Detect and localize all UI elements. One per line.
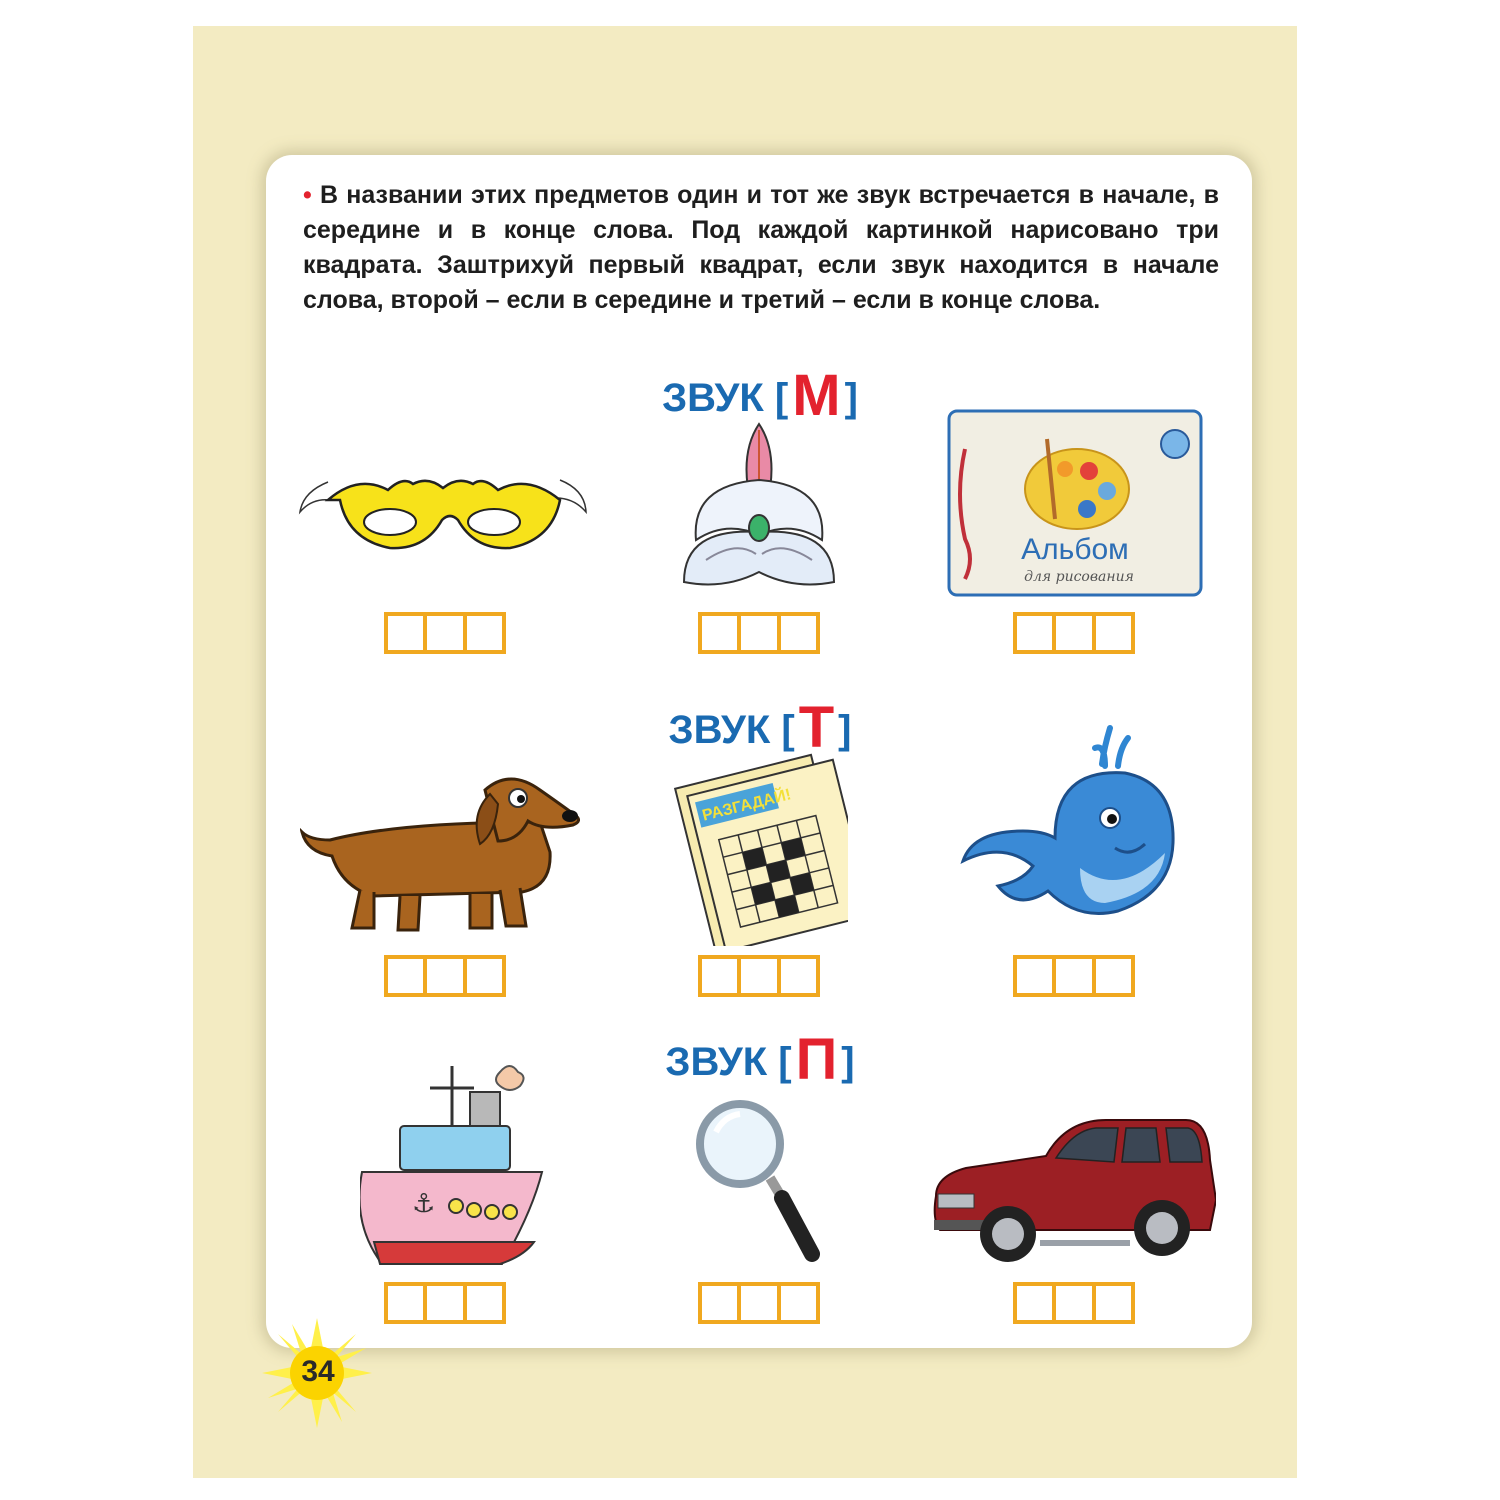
answer-box-end[interactable] xyxy=(463,612,506,654)
answer-box-start[interactable] xyxy=(1013,1282,1056,1324)
mask-icon xyxy=(298,462,588,562)
answer-box-start[interactable] xyxy=(698,1282,741,1324)
sound-letter: Т xyxy=(798,695,835,760)
sound-heading-p xyxy=(600,1026,920,1093)
heading-label: ЗВУК xyxy=(662,376,764,420)
answer-box-middle[interactable] xyxy=(423,955,466,997)
answer-boxes xyxy=(698,612,820,654)
answer-boxes xyxy=(1013,955,1135,997)
close-bracket: ] xyxy=(844,376,858,420)
answer-boxes xyxy=(384,612,506,654)
sound-letter: П xyxy=(795,1027,838,1092)
answer-box-middle[interactable] xyxy=(737,612,780,654)
answer-box-end[interactable] xyxy=(1092,1282,1135,1324)
answer-box-end[interactable] xyxy=(777,1282,820,1324)
open-bracket: [ xyxy=(778,1040,792,1084)
heading-label: ЗВУК xyxy=(668,708,771,752)
answer-boxes xyxy=(384,1282,506,1324)
dachshund-icon xyxy=(300,770,580,940)
answer-box-middle[interactable] xyxy=(423,612,466,654)
answer-box-end[interactable] xyxy=(1092,612,1135,654)
drawing-album-icon xyxy=(947,409,1203,597)
page-number: 34 xyxy=(301,1355,335,1388)
turban-icon xyxy=(676,420,842,596)
suv-car-icon xyxy=(930,1116,1216,1266)
answer-boxes xyxy=(384,955,506,997)
answer-boxes xyxy=(698,955,820,997)
answer-box-start[interactable] xyxy=(384,612,427,654)
answer-box-end[interactable] xyxy=(463,955,506,997)
answer-box-start[interactable] xyxy=(384,955,427,997)
album-subtitle: для рисования xyxy=(1024,569,1134,585)
answer-box-end[interactable] xyxy=(463,1282,506,1324)
close-bracket: ] xyxy=(841,1040,855,1084)
answer-box-start[interactable] xyxy=(1013,612,1056,654)
answer-box-middle[interactable] xyxy=(737,1282,780,1324)
magnifying-glass-icon xyxy=(694,1098,820,1264)
answer-box-middle[interactable] xyxy=(737,955,780,997)
bullet-icon: • xyxy=(303,181,312,209)
steamship-icon xyxy=(360,1062,544,1270)
answer-box-start[interactable] xyxy=(698,955,741,997)
answer-boxes xyxy=(1013,612,1135,654)
svg-text:⚓: ⚓ xyxy=(412,1189,436,1219)
instructions-text: В названии этих предметов один и тот же звук встречается в начале, в середине и в конце слова. Под каждой картинкой нарисовано три квадрата. Заштрихуй первый квадрат, если звук находится в начале слова, второй – если в середине и третий – если в конце слова. xyxy=(303,181,1219,314)
answer-box-start[interactable] xyxy=(384,1282,427,1324)
task-instructions xyxy=(303,178,1219,318)
answer-box-end[interactable] xyxy=(1092,955,1135,997)
crossword-newspaper-icon xyxy=(672,750,848,946)
answer-box-middle[interactable] xyxy=(423,1282,466,1324)
open-bracket: [ xyxy=(774,376,789,420)
answer-box-start[interactable] xyxy=(698,612,741,654)
heading-label: ЗВУК xyxy=(665,1040,768,1084)
answer-box-middle[interactable] xyxy=(1052,612,1095,654)
answer-box-end[interactable] xyxy=(777,955,820,997)
answer-box-start[interactable] xyxy=(1013,955,1056,997)
answer-box-end[interactable] xyxy=(777,612,820,654)
sound-letter: М xyxy=(792,363,841,428)
answer-box-middle[interactable] xyxy=(1052,1282,1095,1324)
newspaper-headline: РАЗГАДАЙ! xyxy=(700,786,793,825)
answer-boxes xyxy=(1013,1282,1135,1324)
close-bracket: ] xyxy=(838,708,852,752)
answer-box-middle[interactable] xyxy=(1052,955,1095,997)
sound-heading-m xyxy=(600,362,920,429)
album-title: Альбом xyxy=(1021,533,1129,566)
answer-boxes xyxy=(698,1282,820,1324)
open-bracket: [ xyxy=(781,708,795,752)
whale-icon xyxy=(960,718,1180,940)
